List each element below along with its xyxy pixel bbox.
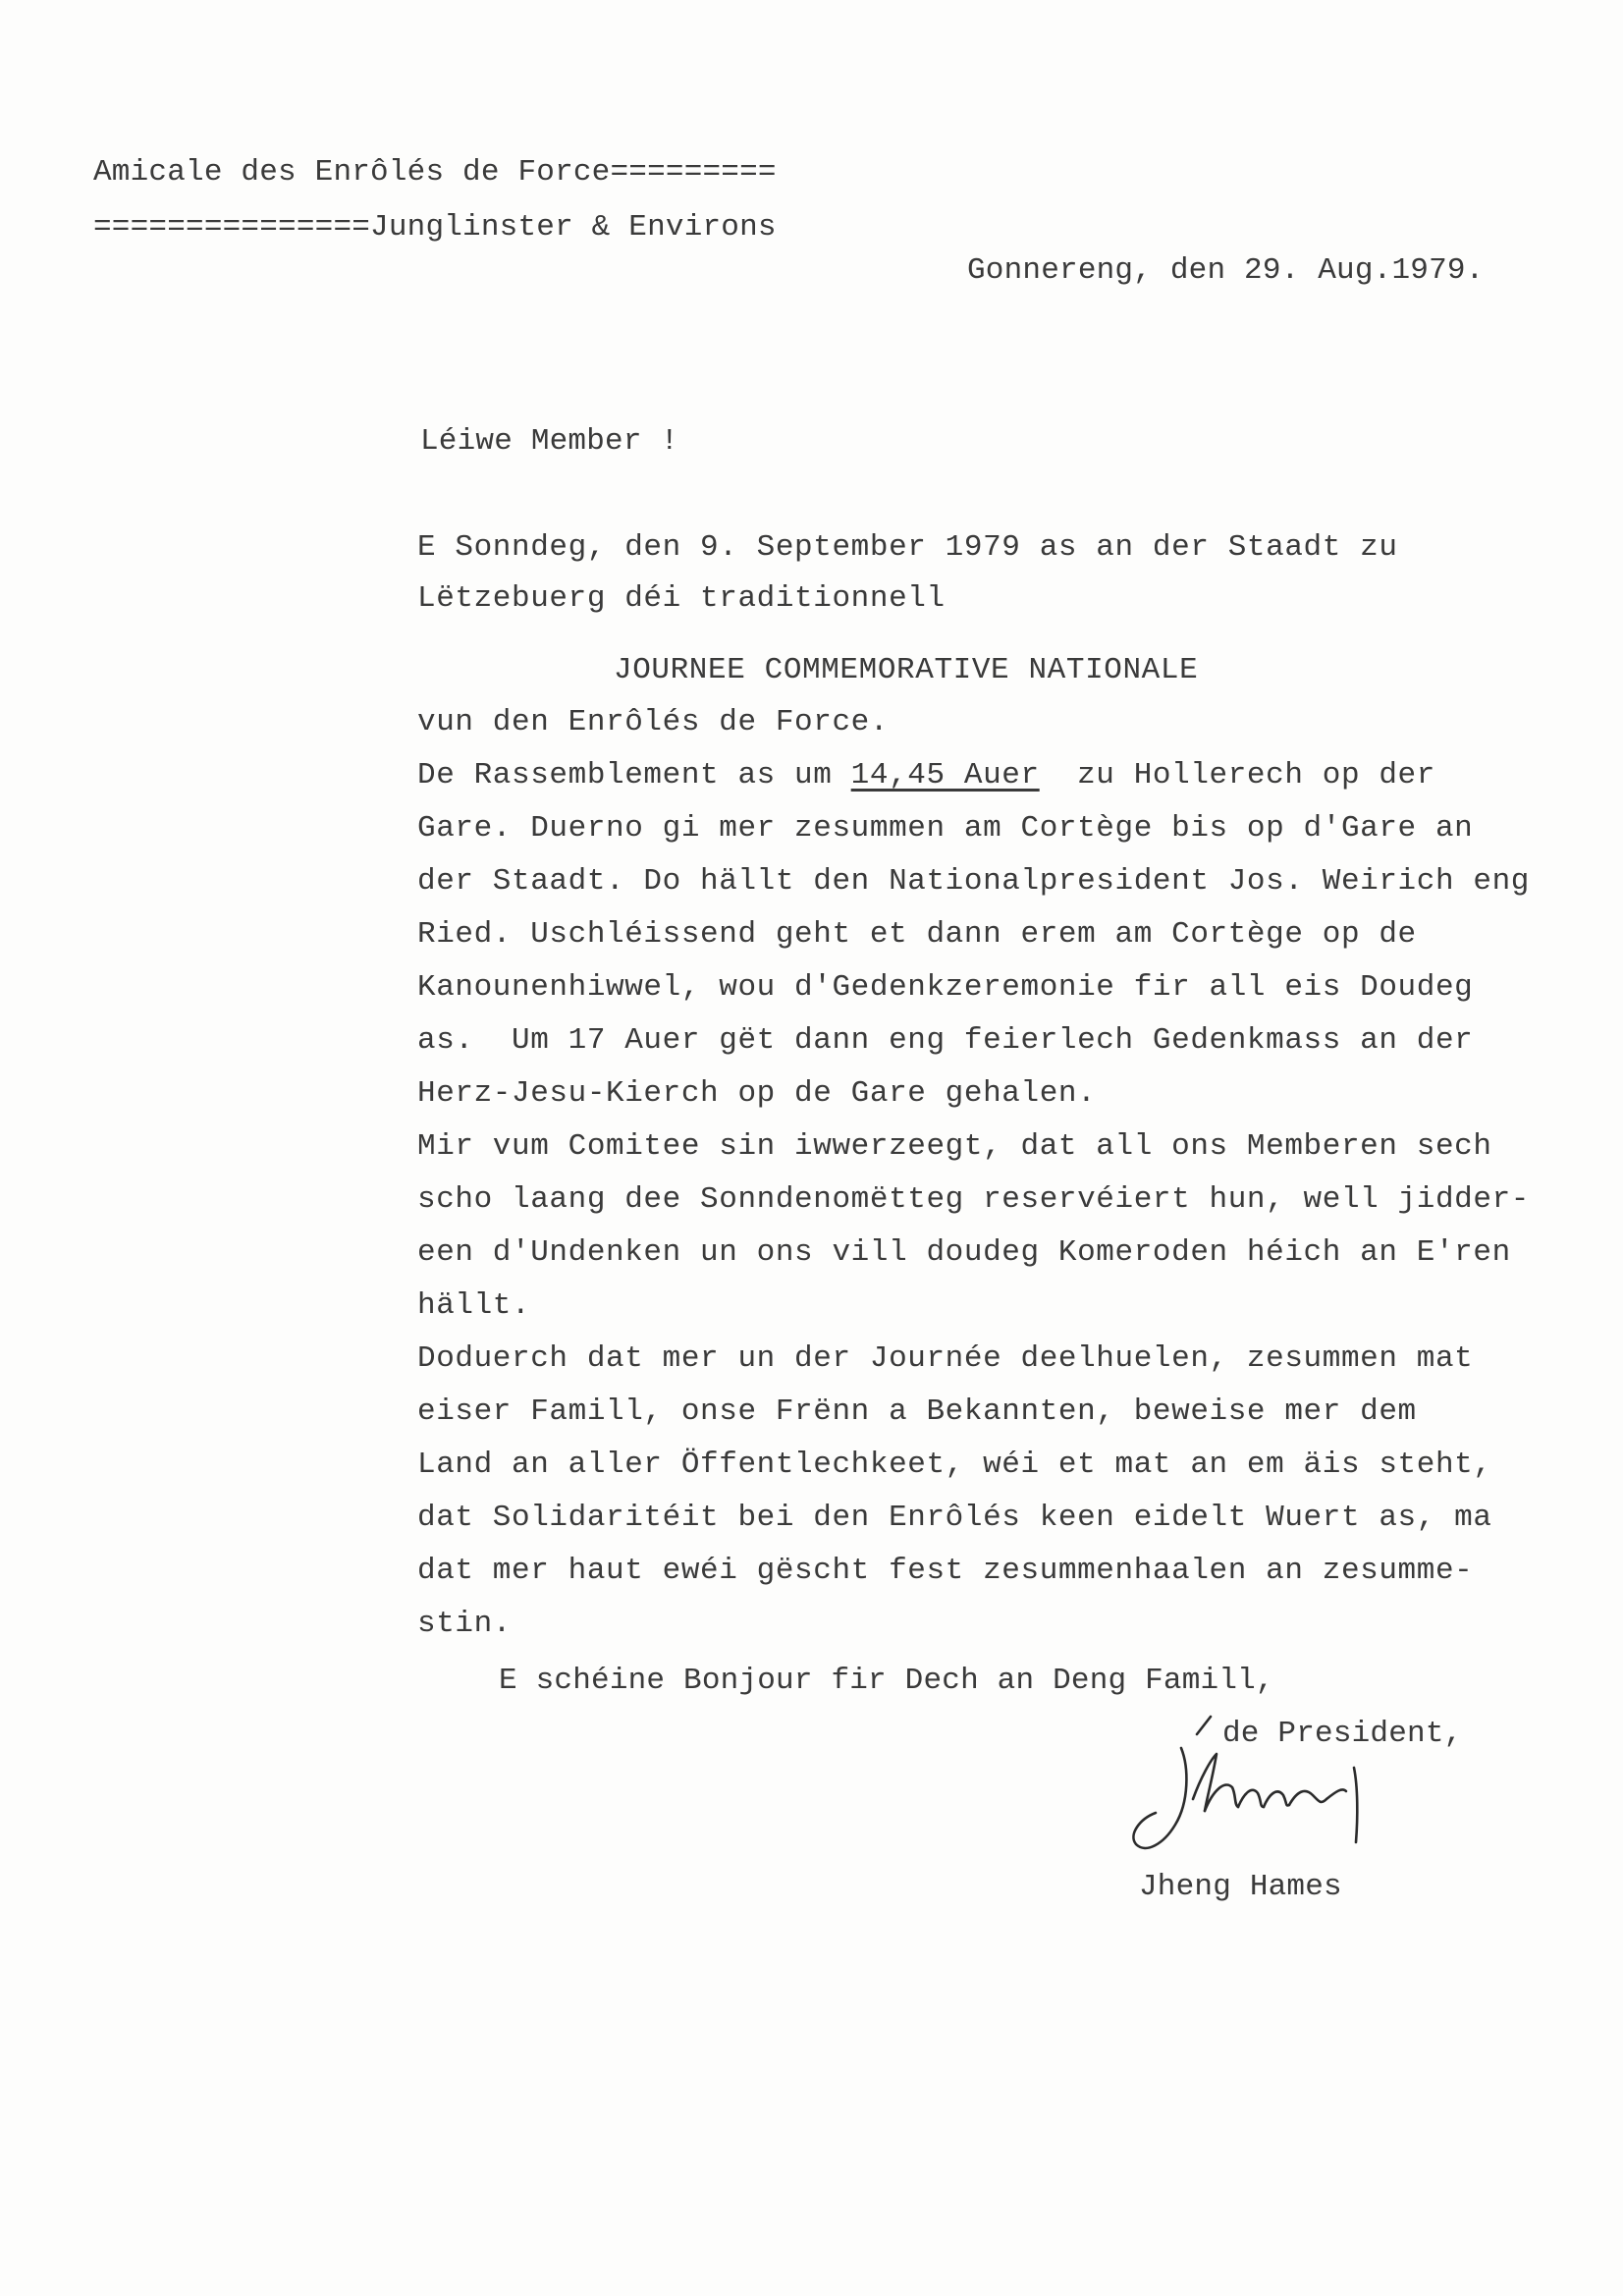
- text-line: Lëtzebuerg déi traditionnell: [417, 581, 946, 616]
- text-line: stin.: [417, 1607, 513, 1641]
- place-date: Gonnereng, den 29. Aug.1979.: [967, 253, 1485, 288]
- closing-line: E schéine Bonjour fir Dech an Deng Famill,: [499, 1664, 1274, 1698]
- text-line: Gare. Duerno gi mer zesummen am Cortège bis op d'Gare an: [417, 811, 1474, 846]
- text-segment: De Rassemblement as um: [417, 758, 851, 793]
- text-line: [417, 758, 1435, 793]
- rassemblement-time: 14,45 Auer: [850, 758, 1040, 793]
- handwritten-signature: [1095, 1709, 1389, 1876]
- text-segment: zu Hollerech op der: [1039, 758, 1435, 793]
- salutation: Léiwe Member !: [420, 424, 679, 459]
- text-line: as. Um 17 Auer gët dann eng feierlech Gedenkmass an der: [417, 1023, 1474, 1058]
- text-line: Mir vum Comitee sin iwwerzeegt, dat all ons Memberen sech: [417, 1129, 1492, 1164]
- text-line: der Staadt. Do hällt den Nationalpresident Jos. Weirich eng: [417, 864, 1530, 899]
- text-line: hällt.: [417, 1288, 531, 1323]
- text-line: scho laang dee Sonndenomëtteg reservéiert hun, well jidder-: [417, 1182, 1530, 1217]
- event-title: JOURNEE COMMEMORATIVE NATIONALE: [614, 653, 1199, 687]
- text-line: Land an aller Öffentlechkeet, wéi et mat an em äis steht,: [417, 1448, 1492, 1482]
- text-line: E Sonndeg, den 9. September 1979 as an der Staadt zu: [417, 530, 1398, 565]
- signer-name: Jheng Hames: [1139, 1870, 1342, 1904]
- text-line: een d'Undenken un ons vill doudeg Komeroden héich an E'ren: [417, 1235, 1511, 1270]
- org-line-2: ===============Junglinster & Environs: [93, 210, 777, 245]
- text-line: vun den Enrôlés de Force.: [417, 705, 890, 739]
- text-line: dat Solidaritéit bei den Enrôlés keen eidelt Wuert as, ma: [417, 1501, 1492, 1535]
- text-line: Ried. Uschléissend geht et dann erem am Cortège op de: [417, 917, 1417, 952]
- org-line-1: Amicale des Enrôlés de Force=========: [93, 155, 777, 190]
- text-line: Herz-Jesu-Kierch op de Gare gehalen.: [417, 1076, 1097, 1111]
- signer-role: de President,: [1222, 1717, 1463, 1751]
- text-line: eiser Famill, onse Frënn a Bekannten, beweise mer dem: [417, 1394, 1417, 1429]
- text-line: Doduerch dat mer un der Journée deelhuelen, zesummen mat: [417, 1341, 1474, 1376]
- text-line: dat mer haut ewéi gëscht fest zesummenhaalen an zesumme-: [417, 1554, 1474, 1588]
- text-line: Kanounenhiwwel, wou d'Gedenkzeremonie fir all eis Doudeg: [417, 970, 1474, 1005]
